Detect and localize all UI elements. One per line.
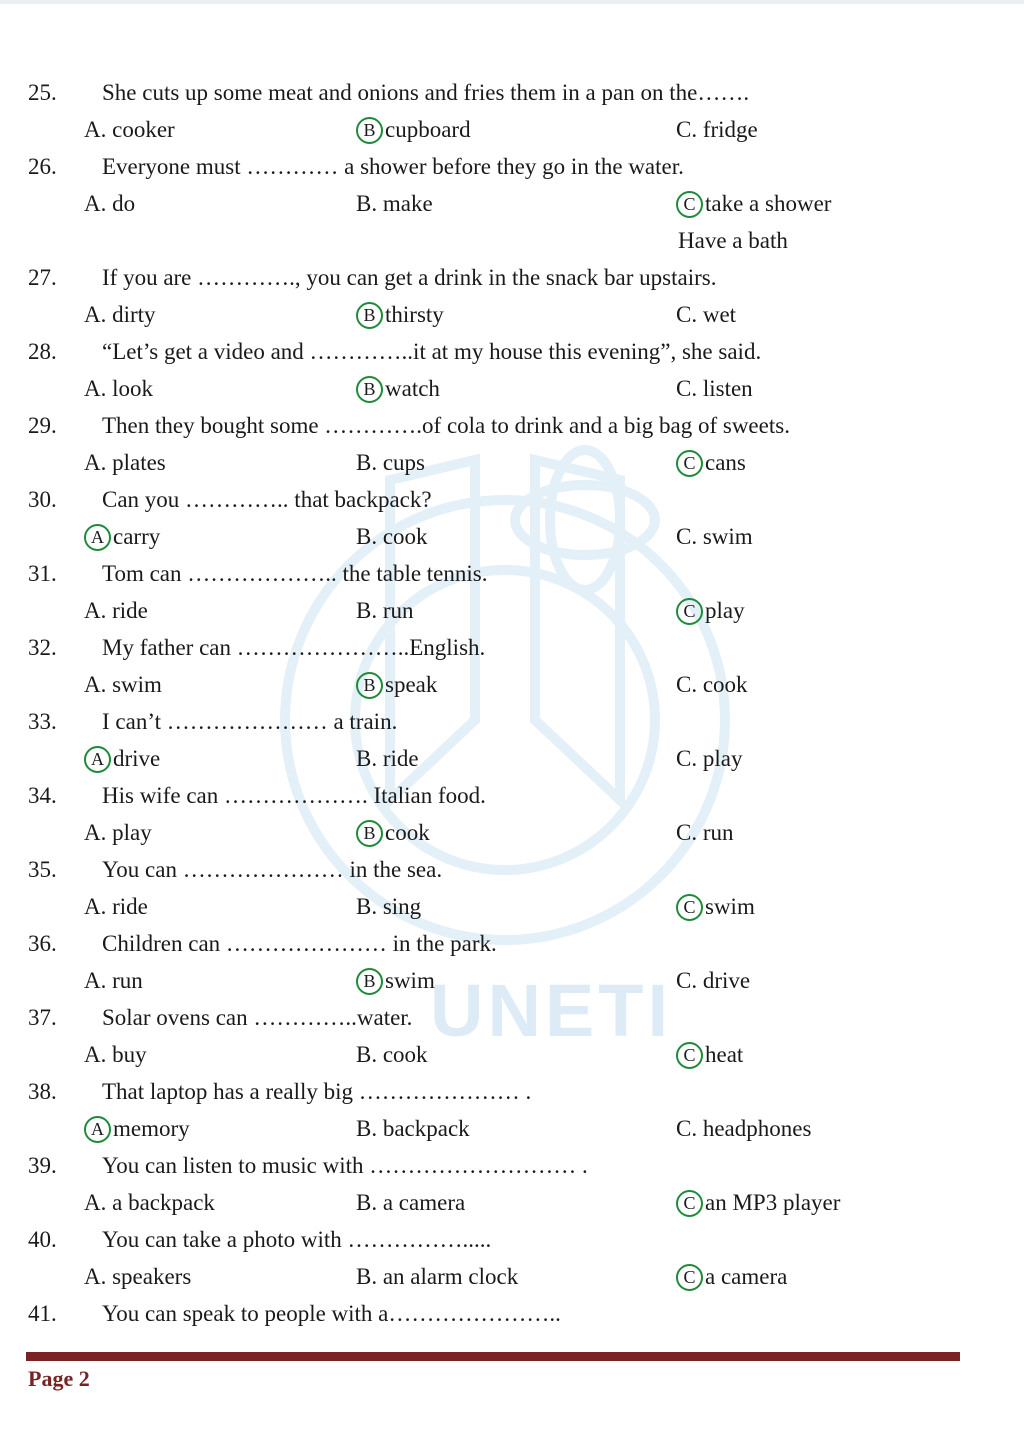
answer-option[interactable]: [676, 1110, 811, 1147]
question-number: 34.: [28, 783, 57, 808]
option-label: B. cook: [356, 1042, 428, 1067]
answer-option[interactable]: [356, 962, 435, 999]
answer-option[interactable]: [676, 1184, 840, 1221]
answer-option[interactable]: [84, 1036, 147, 1073]
question-text: You can take a photo with …………….....: [102, 1227, 492, 1252]
answer-option[interactable]: [676, 814, 734, 851]
option-label: C. drive: [676, 968, 751, 993]
question-row: [0, 259, 1024, 296]
question-number: 33.: [28, 709, 57, 734]
option-text: carry: [113, 524, 161, 549]
handwritten-note: Have a bath: [678, 228, 788, 253]
option-text: an MP3 player: [705, 1190, 841, 1215]
option-label: B. ride: [356, 746, 419, 771]
question-text: Solar ovens can …………..water.: [102, 1005, 413, 1030]
question-number: 38.: [28, 1079, 57, 1104]
question-row: [0, 333, 1024, 370]
circled-letter: C: [676, 598, 703, 625]
question-row: [0, 629, 1024, 666]
question-number: 37.: [28, 1005, 57, 1030]
question-number: 28.: [28, 339, 57, 364]
circled-letter: B: [356, 968, 383, 995]
question-row: [0, 1073, 1024, 1110]
circled-letter: B: [356, 820, 383, 847]
answer-option[interactable]: [356, 111, 471, 148]
question-number: 25.: [28, 80, 57, 105]
option-text: take a shower: [705, 191, 832, 216]
question-number: 36.: [28, 931, 57, 956]
answer-option[interactable]: [84, 1184, 215, 1221]
question-row: [0, 481, 1024, 518]
option-label: C. fridge: [676, 117, 758, 142]
circled-letter: C: [676, 450, 703, 477]
answer-option[interactable]: [676, 962, 750, 999]
question-row: [0, 703, 1024, 740]
question-number: 27.: [28, 265, 57, 290]
option-text: play: [705, 598, 745, 623]
option-label: C. wet: [676, 302, 737, 327]
answer-option[interactable]: [676, 592, 745, 629]
answer-option[interactable]: [84, 666, 162, 703]
answer-option[interactable]: [676, 1036, 743, 1073]
option-text: heat: [705, 1042, 744, 1067]
question-row: [0, 1295, 1024, 1332]
option-text: thirsty: [385, 302, 444, 327]
question-text: His wife can ………………. Italian food.: [102, 783, 486, 808]
question-row: [0, 851, 1024, 888]
answer-option[interactable]: [84, 518, 160, 555]
question-row: [0, 555, 1024, 592]
answer-option[interactable]: [84, 111, 175, 148]
question-row: [0, 1221, 1024, 1258]
circled-letter: C: [676, 1190, 703, 1217]
answer-option[interactable]: [84, 888, 148, 925]
answer-option[interactable]: [676, 185, 831, 222]
circled-letter: B: [356, 672, 383, 699]
option-label: A. plates: [84, 450, 166, 475]
circled-letter: B: [356, 302, 383, 329]
option-label: A. swim: [84, 672, 162, 697]
question-text: Tom can ……………….. the table tennis.: [102, 561, 488, 586]
question-text: Children can ………………… in the park.: [102, 931, 497, 956]
option-text: cans: [705, 450, 746, 475]
circled-letter: B: [356, 117, 383, 144]
option-text: speak: [385, 672, 438, 697]
option-label: A. ride: [84, 894, 148, 919]
answer-option[interactable]: [676, 888, 755, 925]
question-text: You can speak to people with a…………………..: [102, 1301, 561, 1326]
question-number: 30.: [28, 487, 57, 512]
option-label: A. cooker: [84, 117, 175, 142]
answer-option[interactable]: [356, 814, 430, 851]
question-row: [0, 777, 1024, 814]
answer-option[interactable]: [356, 888, 421, 925]
option-label: A. buy: [84, 1042, 147, 1067]
question-text: That laptop has a really big ………………… .: [102, 1079, 532, 1104]
top-edge: [0, 0, 1024, 4]
answer-option[interactable]: [84, 296, 156, 333]
answer-option[interactable]: [356, 740, 419, 777]
option-text: cupboard: [385, 117, 471, 142]
page-label: Page 2: [28, 1366, 90, 1391]
option-text: swim: [705, 894, 755, 919]
question-text: Everyone must ………… a shower before they go in the water.: [102, 154, 684, 179]
answer-option[interactable]: [84, 1258, 191, 1295]
question-number: 26.: [28, 154, 57, 179]
option-label: A. dirty: [84, 302, 156, 327]
option-label: A. play: [84, 820, 152, 845]
answer-option[interactable]: [676, 370, 753, 407]
option-label: A. speakers: [84, 1264, 192, 1289]
answer-option[interactable]: [356, 444, 425, 481]
answer-option[interactable]: [84, 185, 135, 222]
question-text: Then they bought some ………….of cola to drink and a big bag of sweets.: [102, 413, 790, 438]
answer-option[interactable]: [356, 185, 433, 222]
answer-option[interactable]: [84, 592, 148, 629]
option-label: B. make: [356, 191, 433, 216]
question-row: [0, 74, 1024, 111]
option-label: C. play: [676, 746, 743, 771]
circled-letter: C: [676, 1264, 703, 1291]
option-label: B. cups: [356, 450, 425, 475]
answer-option[interactable]: [356, 1036, 428, 1073]
answer-option[interactable]: [676, 666, 748, 703]
option-label: C. headphones: [676, 1116, 812, 1141]
circled-letter: C: [676, 894, 703, 921]
option-label: B. an alarm clock: [356, 1264, 519, 1289]
option-label: B. backpack: [356, 1116, 470, 1141]
option-label: B. sing: [356, 894, 422, 919]
question-text: I can’t ………………… a train.: [102, 709, 398, 734]
option-label: C. swim: [676, 524, 753, 549]
answer-option[interactable]: [356, 592, 414, 629]
answer-option[interactable]: [356, 1110, 470, 1147]
option-text: drive: [113, 746, 161, 771]
option-label: A. a backpack: [84, 1190, 215, 1215]
option-label: A. run: [84, 968, 143, 993]
question-row: [0, 999, 1024, 1036]
question-number: 35.: [28, 857, 57, 882]
question-text: My father can …………………..English.: [102, 635, 486, 660]
option-label: A. look: [84, 376, 153, 401]
answer-option[interactable]: [356, 296, 444, 333]
question-number: 40.: [28, 1227, 57, 1252]
option-text: cook: [385, 820, 430, 845]
question-row: [0, 925, 1024, 962]
circled-letter: C: [676, 191, 703, 218]
question-number: 31.: [28, 561, 57, 586]
answer-option[interactable]: [84, 814, 152, 851]
option-label: C. listen: [676, 376, 753, 401]
question-row: [0, 1147, 1024, 1184]
answer-option[interactable]: [676, 111, 758, 148]
answer-option[interactable]: [356, 666, 437, 703]
circled-letter: A: [84, 746, 111, 773]
watermark-text: UNETI: [430, 969, 672, 1052]
question-text: She cuts up some meat and onions and fries them in a pan on the…….: [102, 80, 750, 105]
answer-option[interactable]: [356, 1258, 518, 1295]
option-label: C. cook: [676, 672, 748, 697]
question-number: 39.: [28, 1153, 57, 1178]
answer-option[interactable]: [676, 296, 736, 333]
question-text: Can you ………….. that backpack?: [102, 487, 432, 512]
option-text: a camera: [705, 1264, 788, 1289]
question-text: “Let’s get a video and …………..it at my house this evening”, she said.: [102, 339, 762, 364]
option-label: B. a camera: [356, 1190, 466, 1215]
answer-option[interactable]: [676, 1258, 787, 1295]
question-text: You can listen to music with ……………………… .: [102, 1153, 588, 1178]
answer-option[interactable]: [676, 444, 746, 481]
option-label: B. cook: [356, 524, 428, 549]
answer-option[interactable]: [84, 370, 153, 407]
answer-option[interactable]: [84, 444, 166, 481]
answer-option[interactable]: [676, 740, 742, 777]
option-label: B. run: [356, 598, 414, 623]
answer-option[interactable]: [84, 962, 143, 999]
answer-option[interactable]: [356, 1184, 465, 1221]
footer-rule: [26, 1352, 960, 1361]
question-number: 32.: [28, 635, 57, 660]
circled-letter: A: [84, 524, 111, 551]
question-text: You can ………………… in the sea.: [102, 857, 443, 882]
option-label: A. do: [84, 191, 136, 216]
option-label: C. run: [676, 820, 734, 845]
answer-option[interactable]: [676, 518, 753, 555]
answer-option[interactable]: [356, 370, 440, 407]
option-label: A. ride: [84, 598, 148, 623]
question-row: [0, 407, 1024, 444]
option-text: watch: [385, 376, 440, 401]
answer-option[interactable]: [356, 518, 428, 555]
question-text: If you are …………., you can get a drink in the snack bar upstairs.: [102, 265, 717, 290]
question-row: [0, 148, 1024, 185]
circled-letter: A: [84, 1116, 111, 1143]
circled-letter: B: [356, 376, 383, 403]
option-text: swim: [385, 968, 435, 993]
answer-option[interactable]: [84, 1110, 190, 1147]
question-number: 29.: [28, 413, 57, 438]
option-text: memory: [113, 1116, 190, 1141]
answer-option[interactable]: [84, 740, 160, 777]
question-number: 41.: [28, 1301, 57, 1326]
circled-letter: C: [676, 1042, 703, 1069]
